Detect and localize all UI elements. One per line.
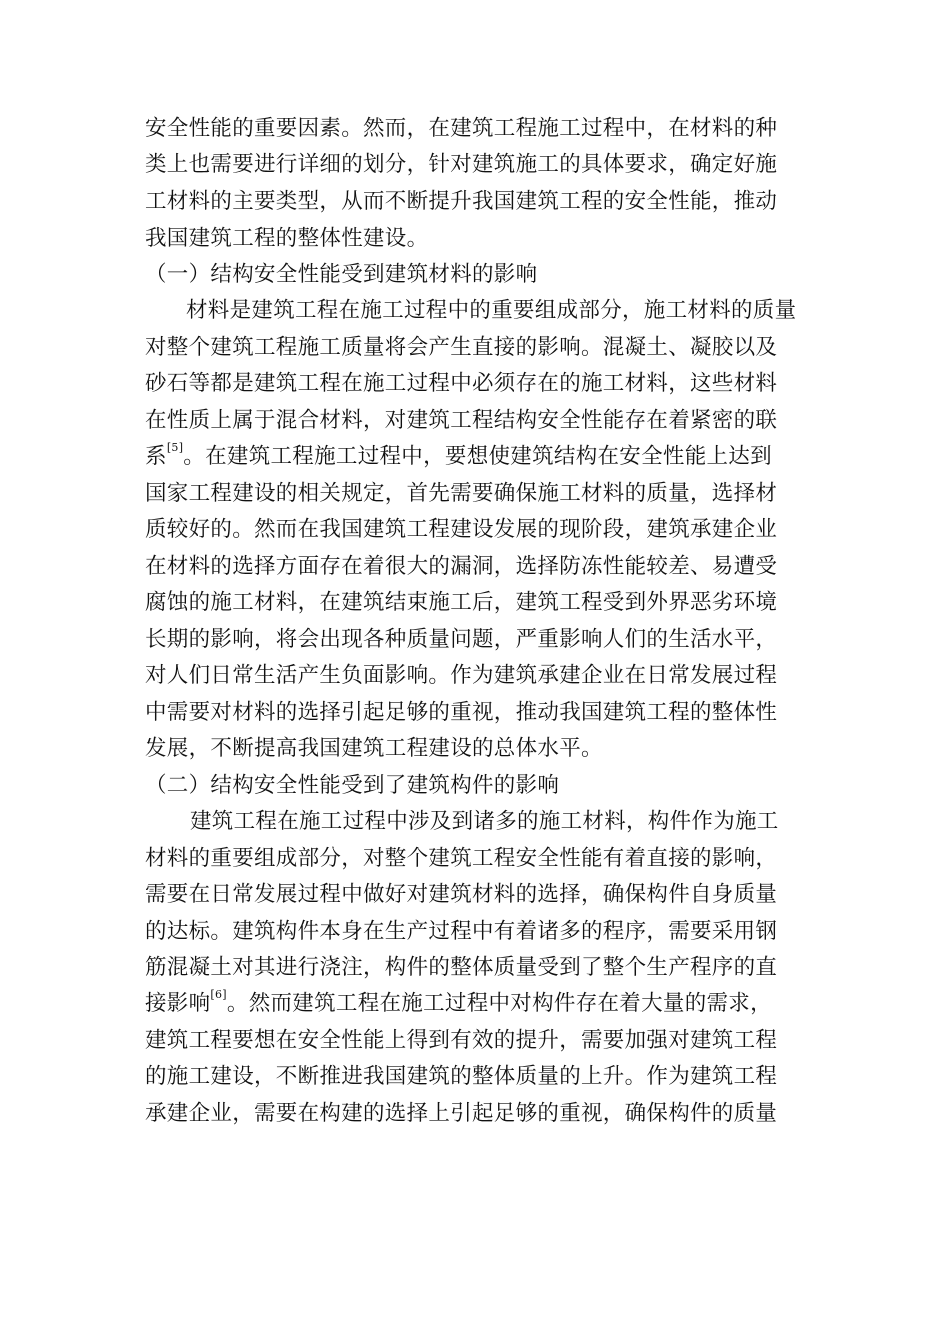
- text-line: 国家工程建设的相关规定，首先需要确保施工材料的质量，选择材: [145, 481, 778, 506]
- text-line: 建筑工程要想在安全性能上得到有效的提升，需要加强对建筑工程: [145, 1028, 778, 1053]
- text-line: [145, 987, 772, 1018]
- text-line: 材料是建筑工程在施工过程中的重要组成部分，施工材料的质量: [186, 298, 797, 323]
- text-line: 中需要对材料的选择引起足够的重视，推动我国建筑工程的整体性: [145, 700, 778, 725]
- text-line: [145, 440, 772, 471]
- citation-reference: [6]: [210, 987, 227, 1001]
- text-line: 建筑工程在施工过程中涉及到诸多的施工材料，构件作为施工: [190, 809, 779, 834]
- section-heading: （二）结构安全性能受到了建筑构件的影响: [145, 773, 560, 798]
- section-heading: （一）结构安全性能受到建筑材料的影响: [145, 262, 538, 287]
- text-line: 对人们日常生活产生负面影响。作为建筑承建企业在日常发展过程: [145, 663, 778, 688]
- text-line: 在材料的选择方面存在着很大的漏洞，选择防冻性能较差、易遭受: [145, 554, 778, 579]
- text-segment: 。在建筑工程施工过程中，要想使建筑结构在安全性能上达到: [183, 444, 772, 469]
- text-line: 我国建筑工程的整体性建设。: [145, 226, 429, 251]
- text-line: 工材料的主要类型，从而不断提升我国建筑工程的安全性能，推动: [145, 189, 778, 214]
- text-line: 材料的重要组成部分，对整个建筑工程安全性能有着直接的影响，: [145, 846, 778, 871]
- text-segment: 系: [145, 444, 167, 469]
- text-line: 质较好的。然而在我国建筑工程建设发展的现阶段，建筑承建企业: [145, 517, 778, 542]
- text-line: 的达标。建筑构件本身在生产过程中有着诸多的程序，需要采用钢: [145, 919, 778, 944]
- text-segment: 。然而建筑工程在施工过程中对构件存在着大量的需求，: [226, 991, 772, 1016]
- text-line: 筋混凝土对其进行浇注，构件的整体质量受到了整个生产程序的直: [145, 955, 778, 980]
- text-line: 腐蚀的施工材料，在建筑结束施工后，建筑工程受到外界恶劣环境: [145, 590, 778, 615]
- citation-reference: [5]: [166, 440, 184, 454]
- text-line: 的施工建设，不断推进我国建筑的整体质量的上升。作为建筑工程: [145, 1064, 778, 1089]
- text-line: 安全性能的重要因素。然而，在建筑工程施工过程中，在材料的种: [145, 116, 778, 141]
- text-line: 对整个建筑工程施工质量将会产生直接的影响。混凝土、凝胶以及: [145, 335, 778, 360]
- text-line: 砂石等都是建筑工程在施工过程中必须存在的施工材料，这些材料: [145, 371, 778, 396]
- text-line: 发展，不断提高我国建筑工程建设的总体水平。: [145, 736, 603, 761]
- text-segment: 接影响: [145, 991, 211, 1016]
- text-line: 承建企业，需要在构建的选择上引起足够的重视，确保构件的质量: [145, 1101, 778, 1126]
- text-line: 在性质上属于混合材料，对建筑工程结构安全性能存在着紧密的联: [145, 408, 778, 433]
- text-line: 长期的影响，将会出现各种质量问题，严重影响人们的生活水平，: [145, 627, 778, 652]
- text-line: 类上也需要进行详细的划分，针对建筑施工的具体要求，确定好施: [145, 152, 778, 177]
- text-line: 需要在日常发展过程中做好对建筑材料的选择，确保构件自身质量: [145, 882, 778, 907]
